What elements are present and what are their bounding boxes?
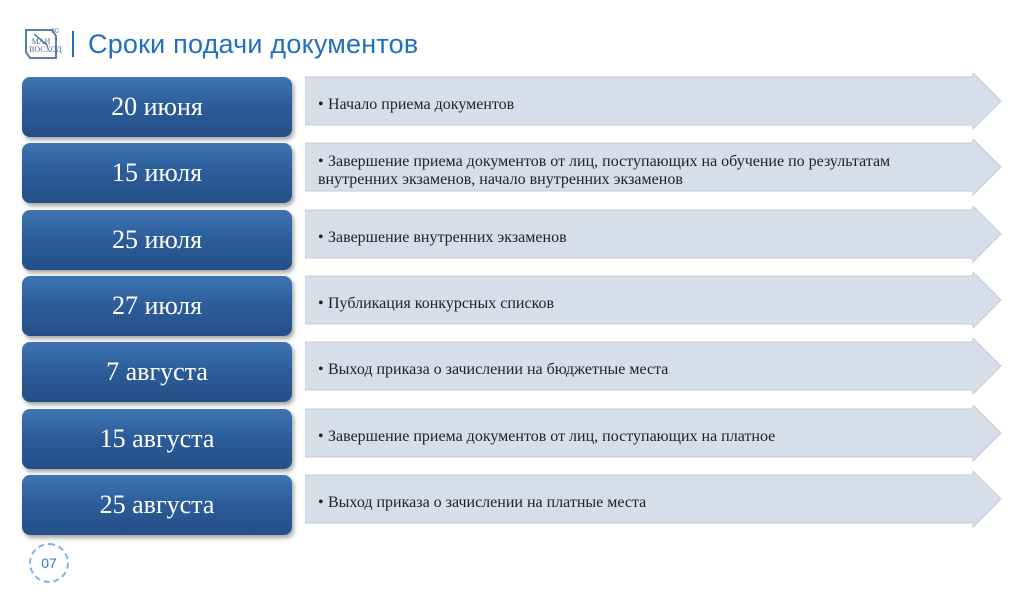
bullet-icon: •: [318, 153, 324, 170]
row-description: [318, 342, 958, 398]
date-box: [22, 475, 292, 535]
header-separator: [72, 31, 74, 57]
date-label: 7 августа: [106, 357, 208, 386]
description-text: Завершение приема документов от лиц, поступающих на платное: [328, 428, 776, 445]
description-text: Завершение внутренних экзаменов: [328, 229, 567, 246]
row-description: [318, 77, 958, 133]
date-box: [22, 342, 292, 402]
date-label: 15 июля: [111, 158, 203, 187]
date-box: [22, 276, 292, 336]
timeline-row: [22, 210, 1022, 272]
slide-title: Сроки подачи документов: [88, 28, 419, 59]
timeline-row: [22, 77, 1022, 139]
timeline-row: [22, 475, 1022, 537]
description-text: Выход приказа о зачислении на бюджетные места: [328, 361, 669, 378]
bullet-icon: •: [318, 428, 324, 445]
svg-text:60: 60: [51, 28, 59, 35]
date-box: [22, 409, 292, 469]
timeline-row: [22, 276, 1022, 338]
row-description: [318, 276, 958, 332]
description-text: Выход приказа о зачислении на платные места: [328, 494, 647, 511]
row-description: [318, 409, 958, 465]
row-description: [318, 210, 958, 266]
date-label: 20 июня: [111, 92, 203, 121]
date-label: 25 августа: [99, 490, 215, 519]
row-description: [318, 143, 958, 199]
slide-header: [22, 22, 418, 66]
bullet-icon: •: [318, 229, 324, 246]
date-box: [22, 143, 292, 203]
bullet-icon: •: [318, 494, 324, 511]
row-description: [318, 475, 958, 531]
date-label: 25 июля: [111, 225, 203, 254]
date-label: 27 июля: [111, 291, 203, 320]
timeline-row: [22, 342, 1022, 404]
description-text: Начало приема документов: [328, 96, 515, 113]
logo-text: МАИ ВОСХОД: [29, 37, 62, 54]
date-box: [22, 77, 292, 137]
date-label: 15 августа: [99, 424, 215, 453]
timeline-row: [22, 143, 1022, 205]
description-text: Завершение приема документов от лиц, поступающих на обучение по результатам внутренних экзаменов, начало внутренних экзаменов: [318, 153, 891, 188]
mai-logo: [22, 24, 60, 64]
bullet-icon: •: [318, 361, 324, 378]
bullet-icon: •: [318, 96, 324, 113]
page-number-badge: 07: [29, 543, 69, 583]
bullet-icon: •: [318, 295, 324, 312]
date-box: [22, 210, 292, 270]
description-text: Публикация конкурсных списков: [328, 295, 555, 312]
timeline-row: [22, 409, 1022, 471]
